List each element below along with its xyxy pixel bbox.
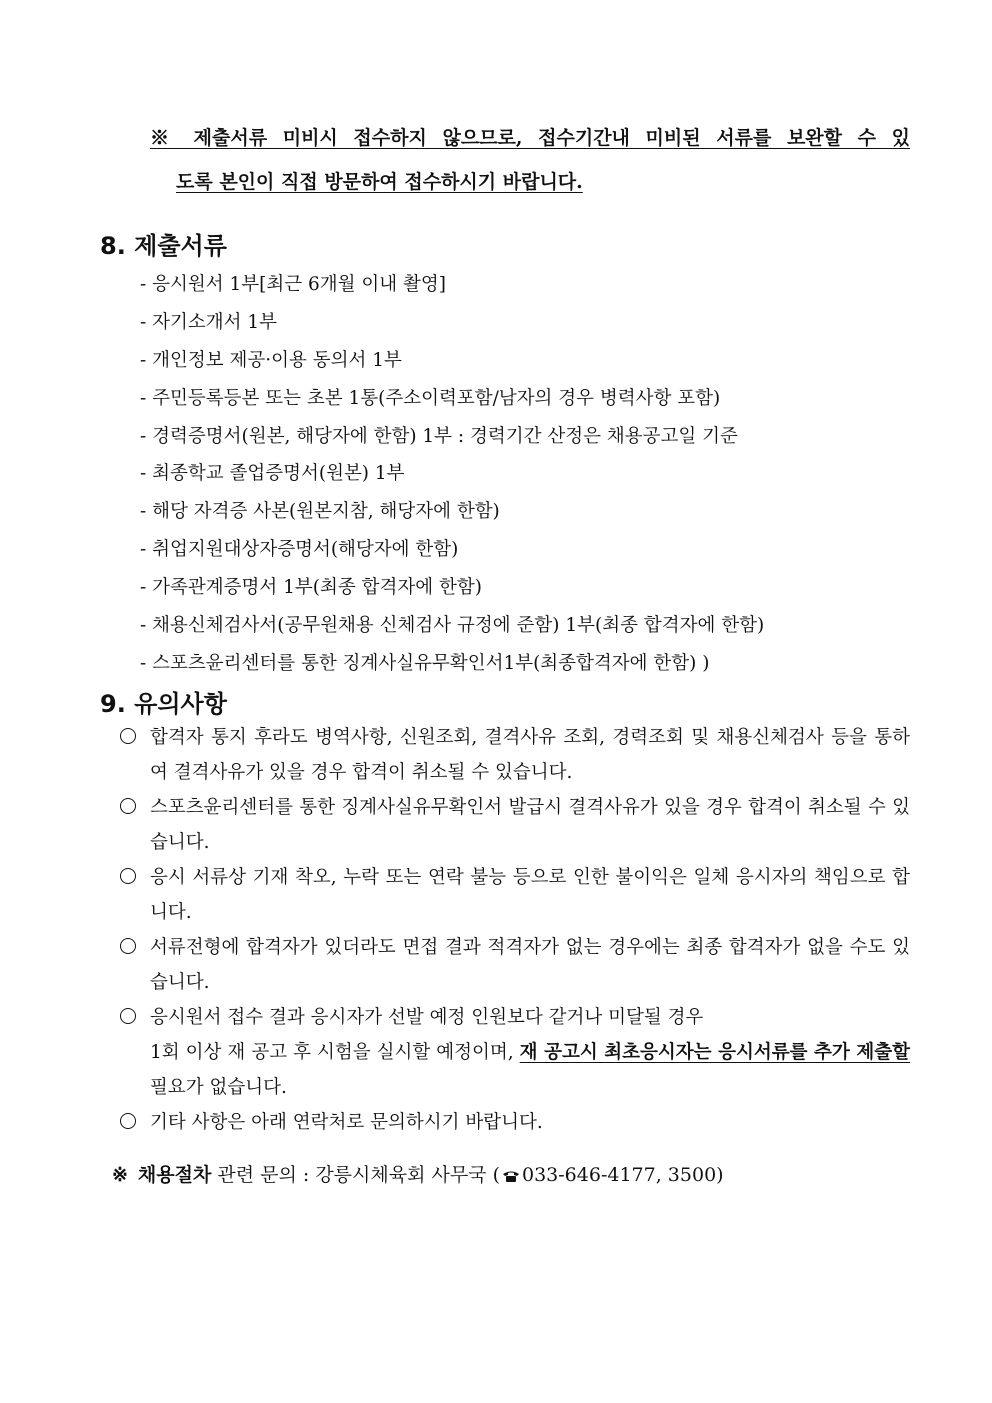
reference-mark: ※: [112, 1164, 128, 1186]
contact-topic: 채용절차: [137, 1164, 212, 1186]
circle-bullet-icon: [120, 798, 136, 814]
item-tail-text: 필요가 없습니다.: [150, 1077, 287, 1098]
section-9-heading: 9. 유의사항: [100, 690, 227, 718]
list-item: 응시 서류상 기재 착오, 누락 또는 연락 불능 등으로 인한 불이익은 일체 응시자의 책임으로 합니다.: [120, 860, 910, 930]
contact-info: [112, 1160, 724, 1187]
list-item: - 취업지원대상자증명서(해당자에 한함): [140, 539, 459, 561]
list-item: - 스포츠윤리센터를 통한 징계사실유무확인서1부(최종합격자에 한함) ): [140, 652, 710, 674]
contact-phone: 033-646-4177, 3500): [522, 1164, 724, 1186]
list-item: 스포츠윤리센터를 통한 징계사실유무확인서 발급시 결격사유가 있을 경우 합격이 취소될 수 있습니다.: [120, 790, 910, 860]
underlined-notice: 재 공고시 최초응시자는 응시서류를 추가 제출할: [519, 1042, 910, 1063]
list-item: - 개인정보 제공·이용 동의서 1부: [140, 349, 402, 371]
phone-icon: [502, 1165, 520, 1177]
circle-bullet-icon: [120, 1113, 136, 1129]
list-item: - 해당 자격증 사본(원본지참, 해당자에 한함): [140, 501, 500, 523]
submission-notice: [150, 116, 910, 204]
circle-bullet-icon: [120, 728, 136, 744]
list-item: - 경력증명서(원본, 해당자에 한함) 1부 : 경력기간 산정은 채용공고일 기준: [140, 425, 738, 447]
list-item: 기타 사항은 아래 연락처로 문의하시기 바랍니다.: [120, 1105, 910, 1140]
list-item: - 가족관계증명서 1부(최종 합격자에 한함): [140, 577, 482, 599]
list-item: - 채용신체검사서(공무원채용 신체검사 규정에 준함) 1부(최종 합격자에 한함): [140, 615, 765, 637]
list-item: - 최종학교 졸업증명서(원본) 1부: [140, 463, 405, 485]
submission-documents-list: [140, 266, 900, 683]
list-item: - 응시원서 1부[최근 6개월 이내 촬영]: [140, 274, 446, 295]
notice-line-2: 도록 본인이 직접 방문하여 접수하시기 바랍니다.: [176, 171, 583, 193]
item-plain-text: 1회 이상 재 공고 후 시험을 실시할 예정이며,: [150, 1042, 520, 1063]
list-item: - 주민등록등본 또는 초본 1통(주소이력포함/남자의 경우 병력사항 포함): [140, 387, 721, 409]
list-item: 서류전형에 합격자가 있더라도 면접 결과 적격자가 없는 경우에는 최종 합격자가 없을 수도 있습니다.: [120, 930, 910, 1000]
section-8-heading: 8. 제출서류: [100, 232, 227, 260]
circle-bullet-icon: [120, 1008, 136, 1024]
contact-text: 관련 문의 : 강릉시체육회 사무국 (: [211, 1164, 500, 1186]
precautions-list: [120, 720, 910, 1140]
list-item: [120, 1000, 910, 1105]
notice-line-1: ※ 제출서류 미비시 접수하지 않으므로, 접수기간내 미비된 서류를 보완할 수 있: [150, 127, 910, 149]
list-item: - 자기소개서 1부: [140, 311, 278, 333]
circle-bullet-icon: [120, 868, 136, 884]
list-item: 합격자 통지 후라도 병역사항, 신원조회, 결격사유 조회, 경력조회 및 채용신체검사 등을 통하여 결격사유가 있을 경우 합격이 취소될 수 있습니다.: [120, 720, 910, 790]
item-line-1: 응시원서 접수 결과 응시자가 선발 예정 인원보다 같거나 미달될 경우: [150, 1007, 704, 1028]
circle-bullet-icon: [120, 938, 136, 954]
